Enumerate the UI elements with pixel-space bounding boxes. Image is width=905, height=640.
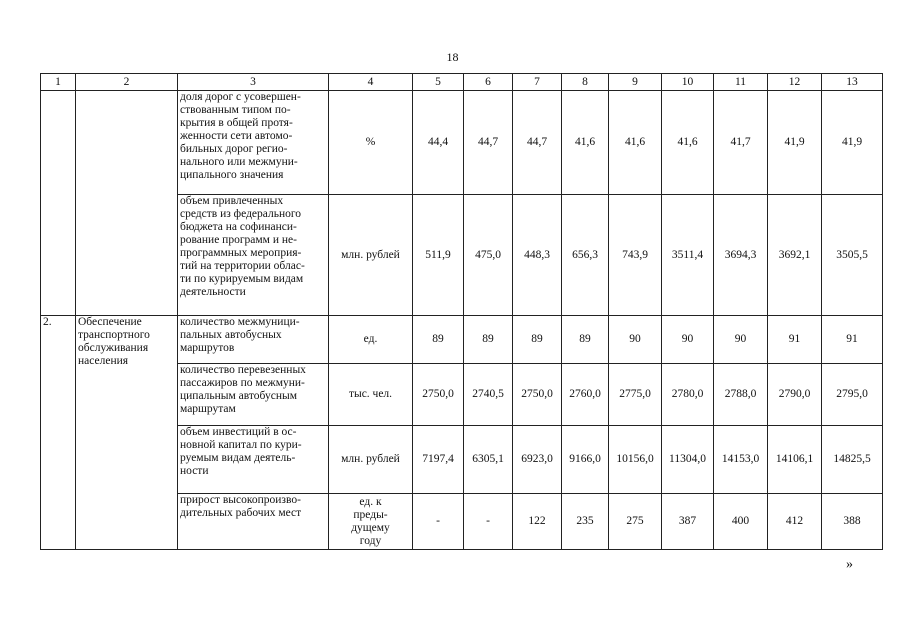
unit-cell: млн. рублей (329, 426, 413, 494)
value-cell: 41,6 (662, 91, 714, 195)
value-cell: - (413, 494, 464, 550)
unit-cell: % (329, 91, 413, 195)
header-cell: 2 (76, 74, 178, 91)
value-cell: 3511,4 (662, 195, 714, 316)
value-cell: 275 (609, 494, 662, 550)
value-cell: 14825,5 (822, 426, 883, 494)
unit-cell: млн. рублей (329, 195, 413, 316)
section-name: Обеспечение транспортного обслуживания населения (76, 316, 178, 550)
header-cell: 1 (41, 74, 76, 91)
value-cell: 41,6 (609, 91, 662, 195)
value-cell: 3694,3 (714, 195, 768, 316)
header-cell: 3 (178, 74, 329, 91)
header-cell: 5 (413, 74, 464, 91)
header-cell: 7 (513, 74, 562, 91)
header-row (41, 74, 883, 91)
value-cell: 2750,0 (513, 364, 562, 426)
table-row (41, 91, 883, 195)
header-cell: 4 (329, 74, 413, 91)
indicator-name: прирост высокопроизво- дительных рабочих мест (178, 494, 329, 550)
header-cell: 10 (662, 74, 714, 91)
value-cell: 89 (464, 316, 513, 364)
value-cell: 448,3 (513, 195, 562, 316)
value-cell: 2750,0 (413, 364, 464, 426)
header-cell: 8 (562, 74, 609, 91)
value-cell: 235 (562, 494, 609, 550)
unit-cell: ед. (329, 316, 413, 364)
value-cell: 7197,4 (413, 426, 464, 494)
value-cell: 743,9 (609, 195, 662, 316)
value-cell: 387 (662, 494, 714, 550)
indicator-name: количество межмуници- пальных автобусных маршрутов (178, 316, 329, 364)
value-cell: 10156,0 (609, 426, 662, 494)
value-cell: 44,7 (513, 91, 562, 195)
value-cell: 90 (714, 316, 768, 364)
value-cell: 2788,0 (714, 364, 768, 426)
header-cell: 9 (609, 74, 662, 91)
indicator-name: объем привлеченных средств из федерального бюджета на софинанси- рование программ и не- программных мероприя- тий на территории облас- ти по курируемым видам деятельности (178, 195, 329, 316)
value-cell: 91 (768, 316, 822, 364)
header-cell: 13 (822, 74, 883, 91)
value-cell: 2740,5 (464, 364, 513, 426)
value-cell: 41,9 (822, 91, 883, 195)
value-cell: 2760,0 (562, 364, 609, 426)
value-cell: 14106,1 (768, 426, 822, 494)
value-cell: 6305,1 (464, 426, 513, 494)
value-cell: 2780,0 (662, 364, 714, 426)
section-number (41, 91, 76, 316)
section-number: 2. (41, 316, 76, 550)
value-cell: 6923,0 (513, 426, 562, 494)
value-cell: 400 (714, 494, 768, 550)
value-cell: 11304,0 (662, 426, 714, 494)
value-cell: 44,4 (413, 91, 464, 195)
header-cell: 11 (714, 74, 768, 91)
value-cell: 90 (609, 316, 662, 364)
value-cell: 89 (413, 316, 464, 364)
section-name (76, 91, 178, 316)
value-cell: 9166,0 (562, 426, 609, 494)
table-row (41, 316, 883, 364)
value-cell: 41,7 (714, 91, 768, 195)
value-cell: 2790,0 (768, 364, 822, 426)
value-cell: 3505,5 (822, 195, 883, 316)
indicators-table (40, 73, 883, 550)
indicator-name: объем инвестиций в ос- новной капитал по кури- руемым видам деятель- ности (178, 426, 329, 494)
unit-cell: ед. к преды- дущему году (329, 494, 413, 550)
value-cell: 89 (562, 316, 609, 364)
value-cell: 388 (822, 494, 883, 550)
value-cell: 14153,0 (714, 426, 768, 494)
value-cell: 90 (662, 316, 714, 364)
value-cell: 41,6 (562, 91, 609, 195)
unit-cell: тыс. чел. (329, 364, 413, 426)
value-cell: 3692,1 (768, 195, 822, 316)
value-cell: 122 (513, 494, 562, 550)
value-cell: 44,7 (464, 91, 513, 195)
header-cell: 6 (464, 74, 513, 91)
header-cell: 12 (768, 74, 822, 91)
indicator-name: доля дорог с усовершен- ствованным типом по- крытия в общей протя- женности сети автомо- бильных дорог регио- нального или межмуни- ципального значения (178, 91, 329, 195)
indicator-name: количество перевезенных пассажиров по межмуни- ципальным автобусным маршрутам (178, 364, 329, 426)
closing-quote-mark: » (846, 557, 853, 572)
value-cell: 91 (822, 316, 883, 364)
value-cell: 89 (513, 316, 562, 364)
value-cell: 656,3 (562, 195, 609, 316)
value-cell: 41,9 (768, 91, 822, 195)
value-cell: - (464, 494, 513, 550)
value-cell: 412 (768, 494, 822, 550)
value-cell: 2775,0 (609, 364, 662, 426)
value-cell: 511,9 (413, 195, 464, 316)
value-cell: 2795,0 (822, 364, 883, 426)
value-cell: 475,0 (464, 195, 513, 316)
page-number: 18 (446, 50, 459, 64)
